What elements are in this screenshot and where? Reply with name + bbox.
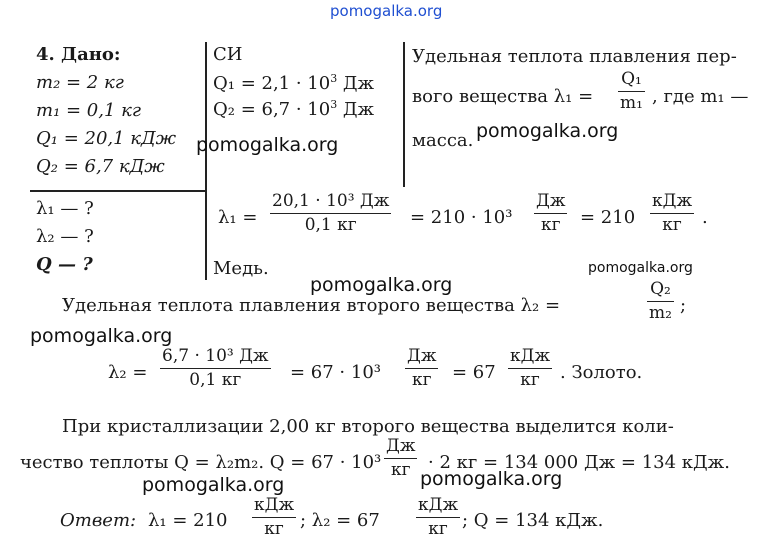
unit-fraction: Дж кг bbox=[536, 191, 566, 235]
solution-line: Удельная теплота плавления второго вещества λ₂ = bbox=[62, 295, 561, 316]
table-divider-unknowns bbox=[30, 190, 206, 192]
answer-label: Ответ: bbox=[60, 510, 137, 531]
unit-fraction: кДж кг bbox=[510, 346, 551, 390]
answer-q: ; Q = 134 кДж. bbox=[462, 510, 604, 531]
watermark: pomogalka.org bbox=[420, 468, 563, 490]
unknown-line: Q — ? bbox=[36, 254, 93, 275]
solution-line: чество теплоты Q = λ₂m₂. Q = 67 · 10³ bbox=[20, 452, 382, 473]
equation-lambda2-lhs: λ₂ = bbox=[108, 362, 148, 383]
equation-lambda1-lhs: λ₁ = bbox=[218, 207, 258, 228]
unknown-line: λ₁ — ? bbox=[36, 198, 94, 219]
unknown-line: λ₂ — ? bbox=[36, 226, 94, 247]
equation-lambda1-result: = 210 bbox=[580, 207, 636, 228]
solution-line: При кристаллизации 2,00 кг второго вещества выделится коли- bbox=[62, 416, 674, 437]
equation-lambda1-mid: = 210 · 10³ bbox=[410, 207, 513, 228]
answer-lambda1: λ₁ = 210 bbox=[148, 510, 228, 531]
punctuation: . bbox=[702, 207, 708, 228]
equation-lambda2-mid: = 67 · 10³ bbox=[290, 362, 381, 383]
punctuation: ; bbox=[680, 295, 687, 316]
unit-fraction: кДж кг bbox=[254, 495, 295, 539]
unit-fraction: Дж кг bbox=[386, 436, 416, 480]
fraction-q2-m2: Q₂ m₂ bbox=[649, 279, 672, 323]
fraction-eq2: 6,7 · 10³ Дж 0,1 кг bbox=[162, 346, 269, 390]
given-line: m₂ = 2 кг bbox=[36, 72, 124, 93]
given-line: Q₂ = 6,7 кДж bbox=[36, 156, 165, 177]
metal-gold: . Золото. bbox=[560, 362, 643, 383]
given-line: Q₁ = 20,1 кДж bbox=[36, 128, 177, 149]
answer-lambda2: ; λ₂ = 67 bbox=[300, 510, 380, 531]
watermark: pomogalka.org bbox=[588, 260, 693, 276]
watermark: pomogalka.org bbox=[30, 325, 173, 347]
watermark: pomogalka.org bbox=[476, 120, 619, 142]
si-q2: $Q_2 = 6,7 \cdot 10^3$ Дж bbox=[213, 98, 375, 120]
watermark: pomogalka.org bbox=[310, 274, 453, 296]
solution-line: · 2 кг = 134 000 Дж = 134 кДж. bbox=[428, 452, 730, 473]
watermark-top: pomogalka.org bbox=[330, 2, 443, 20]
solution-line: масса. bbox=[412, 130, 474, 151]
given-line: m₁ = 0,1 кг bbox=[36, 100, 142, 121]
table-divider-given bbox=[205, 42, 207, 280]
equation-lambda2-result: = 67 bbox=[452, 362, 496, 383]
fraction-q1-m1: Q₁ m₁ bbox=[620, 69, 643, 113]
si-q1: $Q_1 = 2,1 \cdot 10^3$ Дж bbox=[213, 72, 375, 94]
metal-copper: Медь. bbox=[213, 258, 269, 279]
solution-line: вого вещества λ₁ = bbox=[412, 86, 594, 107]
given-header: 4. Дано: bbox=[36, 44, 121, 65]
unit-fraction: Дж кг bbox=[407, 346, 437, 390]
si-header: СИ bbox=[213, 44, 243, 65]
unit-fraction: кДж кг bbox=[652, 191, 693, 235]
watermark: pomogalka.org bbox=[196, 134, 339, 156]
table-divider-si bbox=[403, 42, 405, 187]
watermark: pomogalka.org bbox=[142, 474, 285, 496]
unit-fraction: кДж кг bbox=[418, 495, 459, 539]
fraction-eq1: 20,1 · 10³ Дж 0,1 кг bbox=[272, 191, 390, 235]
solution-line: Удельная теплота плавления пер- bbox=[412, 46, 737, 67]
solution-line: , где m₁ — bbox=[652, 86, 749, 107]
